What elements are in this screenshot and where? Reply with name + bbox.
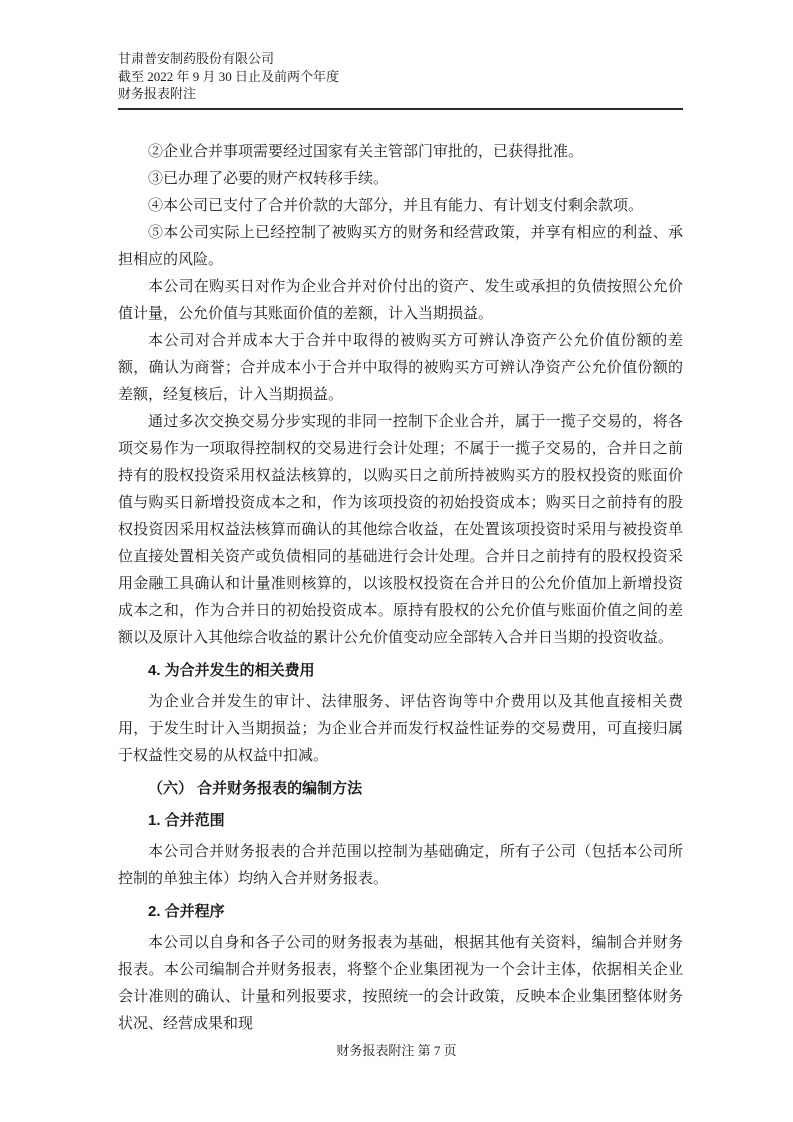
page-footer (0, 1040, 793, 1059)
paragraph-consolidation-scope: 本公司合并财务报表的合并范围以控制为基础确定，所有子公司（包括本公司所控制的单独主体）均纳入合并财务报表。 (118, 844, 683, 887)
list-item-payment: ④本公司已支付了合并价款的大部分，并且有能力、有计划支付剩余款项。 (148, 198, 644, 214)
paragraph-step-acquisition: 通过多次交换交易分步实现的非同一控制下企业合并，属于一揽子交易的，将各项交易作为一项取得控制权的交易进行会计处理；不属于一揽子交易的，合并日之前持有的股权投资采用权益法核算的，以购买日之前所持被购买方的股权投资的账面价值与购买日新增投资成本之和，作为该项投资的初始投资成本；购买日之前持有的股权投资因采用权益法核算而确认的其他综合收益，在处置该项投资时采用与被投资单位直接处置相关资产或负债相同的基础进行会计处理。合并日之前持有的股权投资采用金融工具确认和计量准则核算的，以该股权投资在合并日的公允价值加上新增投资成本之和，作为合并日的初始投资成本。原持有股权的公允价值与账面价值之间的差额以及原计入其他综合收益的累计公允价值变动应全部转入合并日当期的投资收益。 (118, 414, 683, 646)
footer-text: 财务报表附注 第 7 页 (336, 1043, 457, 1058)
list-item-approval: ②企业合并事项需要经过国家有关主管部门审批的，已获得批准。 (148, 144, 584, 160)
section-heading-consolidation-method: （六） 合并财务报表的编制方法 (148, 780, 363, 797)
report-period: 截至 2022 年 9 月 30 日止及前两个年度 (118, 68, 340, 84)
list-item-control: ⑤本公司实际上已经控制了被购买方的财务和经营政策，并享有相应的利益、承担相应的风险。 (118, 225, 683, 268)
section-heading-consolidation-scope: 1. 合并范围 (148, 812, 225, 829)
document-header (118, 50, 683, 103)
paragraph-goodwill: 本公司对合并成本大于合并中取得的被购买方可辨认净资产公允价值份额的差额，确认为商誉；合并成本小于合并中取得的被购买方可辨认净资产公允价值份额的差额，经复核后，计入当期损益。 (118, 333, 683, 403)
header-divider (118, 108, 683, 110)
paragraph-consolidation-procedure: 本公司以自身和各子公司的财务报表为基础，根据其他有关资料，编制合并财务报表。本公司编制合并财务报表，将整个企业集团视为一个会计主体，依据相关企业会计准则的确认、计量和列报要求，按照统一的会计政策，反映本企业集团整体财务状况、经营成果和现 (118, 935, 683, 1032)
paragraph-fair-value: 本公司在购买日对作为企业合并对价付出的资产、发生或承担的负债按照公允价值计量，公允价值与其账面价值的差额，计入当期损益。 (118, 279, 683, 322)
section-heading-consolidation-procedure: 2. 合并程序 (148, 903, 225, 920)
section-heading-merger-costs: 4. 为合并发生的相关费用 (148, 662, 315, 679)
doc-title: 财务报表附注 (118, 86, 197, 101)
list-item-property-transfer: ③已办理了必要的财产权转移手续。 (148, 171, 389, 187)
document-body (118, 139, 683, 1038)
paragraph-merger-costs: 为企业合并发生的审计、法律服务、评估咨询等中介费用以及其他直接相关费用，于发生时计入当期损益；为企业合并而发行权益性证券的交易费用，可直接归属于权益性交易的从权益中扣减。 (118, 694, 683, 764)
company-name: 甘肃普安制药股份有限公司 (118, 51, 275, 66)
